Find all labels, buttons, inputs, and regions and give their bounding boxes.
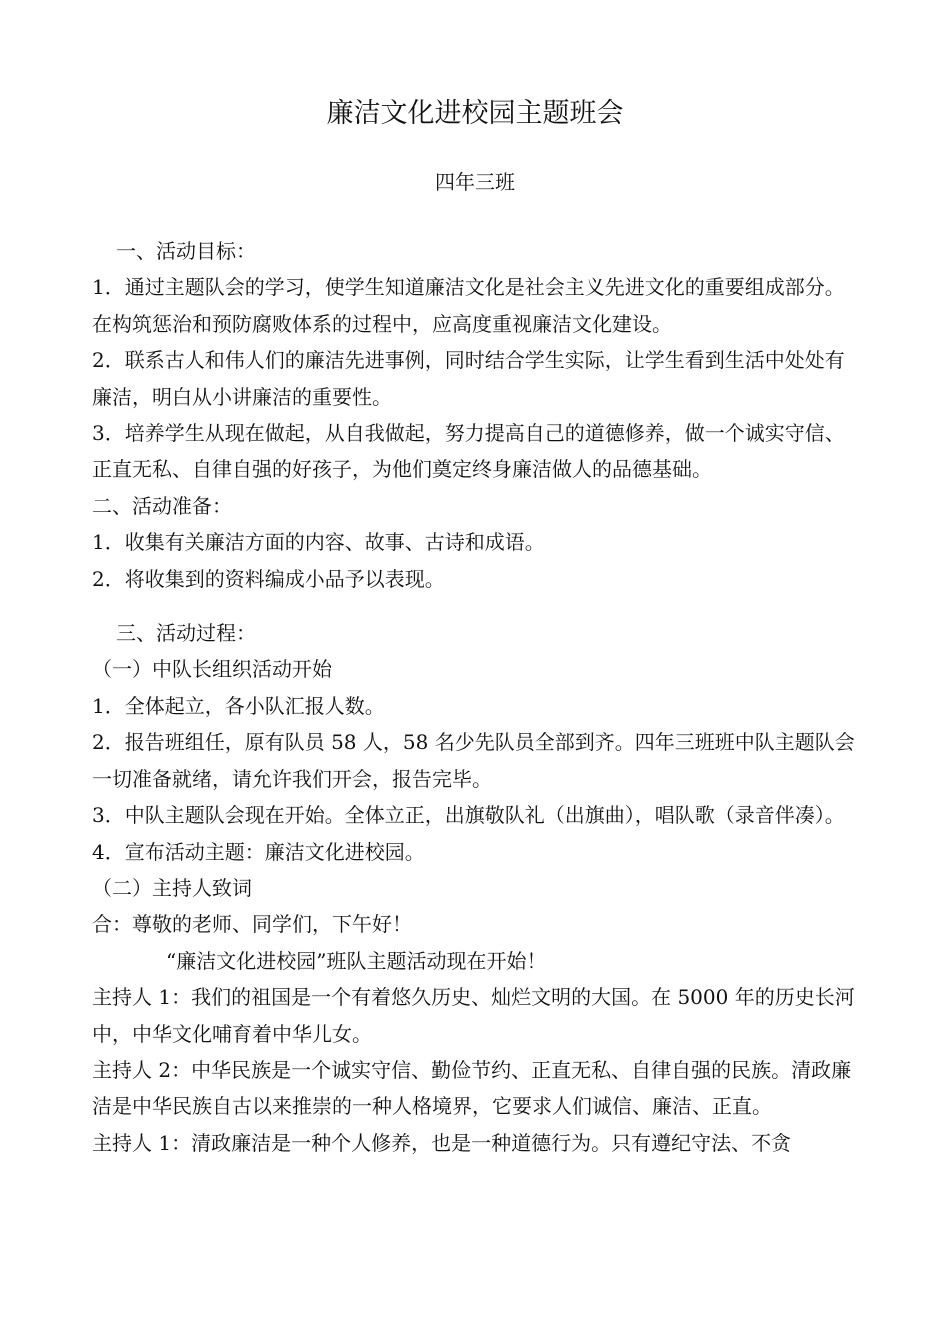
paragraph: “廉洁文化进校园”班队主题活动现在开始！ xyxy=(166,948,547,973)
document-title: 廉洁文化进校园主题班会 xyxy=(326,98,624,129)
section-heading: 二、活动准备： xyxy=(92,493,232,518)
subsection-heading: （二）主持人致词 xyxy=(92,875,252,900)
paragraph: 3．中队主题队会现在开始。全体立正，出旗敬队礼（出旗曲），唱队歌（录音伴凑）。 xyxy=(92,803,845,828)
section-heading: 三、活动过程： xyxy=(116,621,256,646)
paragraph: 1．全体起立，各小队汇报人数。 xyxy=(92,693,385,718)
paragraph: 3．培养学生从现在做起，从自我做起，努力提高自己的道德修养，做一个诚实守信、正直无私、自律自强的好孩子，为他们奠定终身廉洁做人的品德基础。 xyxy=(92,421,845,482)
paragraph: 主持人 1：我们的祖国是一个有着悠久历史、灿烂文明的大国。在 5000 年的历史长河中，中华文化哺育着中华儿女。 xyxy=(92,985,855,1046)
paragraph: 4．宣布活动主题：廉洁文化进校园。 xyxy=(92,839,425,864)
paragraph: 合：尊敬的老师、同学们，下午好！ xyxy=(92,912,412,937)
class-name: 四年三班 xyxy=(435,170,515,194)
document-body xyxy=(92,233,862,1161)
paragraph: 2．联系古人和伟人们的廉洁先进事例，同时结合学生实际，让学生看到生活中处处有廉洁，明白从小讲廉洁的重要性。 xyxy=(92,348,845,409)
paragraph: 主持人 1：清政廉洁是一种个人修养，也是一种道德行为。只有遵纪守法、不贪 xyxy=(92,1130,792,1155)
paragraph: 2．报告班组任，原有队员 58 人，58 名少先队员全部到齐。四年三班班中队主题队会一切准备就绪，请允许我们开会，报告完毕。 xyxy=(92,730,855,791)
subsection-heading: （一）中队长组织活动开始 xyxy=(92,657,332,682)
section-heading: 一、活动目标： xyxy=(116,239,256,263)
paragraph: 主持人 2：中华民族是一个诚实守信、勤俭节约、正直无私、自律自强的民族。清政廉洁是中华民族自古以来推崇的一种人格境界，它要求人们诚信、廉洁、正直。 xyxy=(92,1057,852,1119)
paragraph: 1．通过主题队会的学习，使学生知道廉洁文化是社会主义先进文化的重要组成部分。在构筑惩治和预防腐败体系的过程中，应高度重视廉洁文化建设。 xyxy=(92,275,845,336)
spacer xyxy=(92,597,862,615)
paragraph: 2．将收集到的资料编成小品予以表现。 xyxy=(92,566,445,591)
paragraph: 1．收集有关廉洁方面的内容、故事、古诗和成语。 xyxy=(92,530,545,555)
